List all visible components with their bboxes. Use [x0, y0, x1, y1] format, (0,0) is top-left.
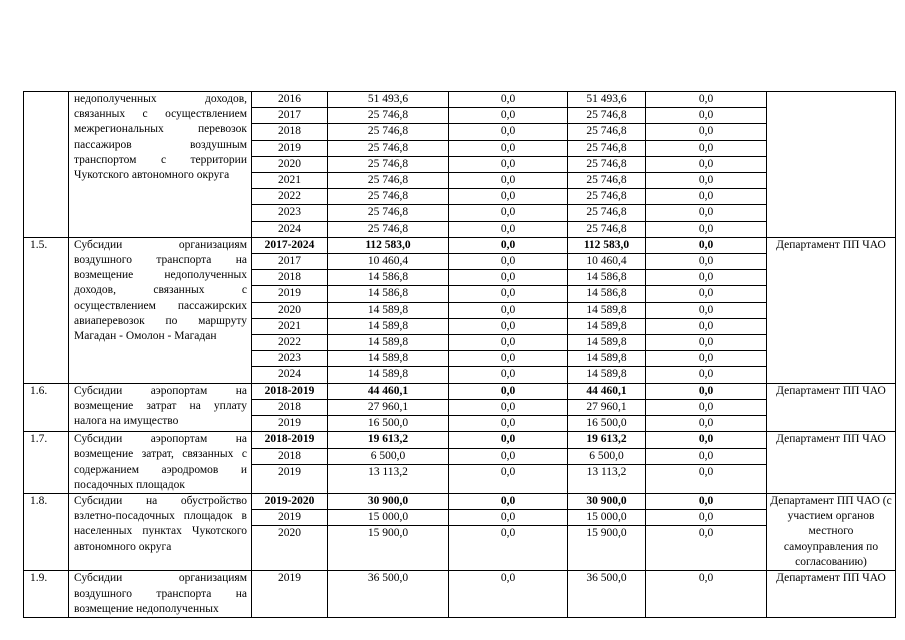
other-amount: 0,0 [646, 286, 767, 302]
year-cell: 2019 [252, 510, 328, 526]
regional-amount: 14 589,8 [568, 351, 646, 367]
federal-amount: 0,0 [449, 432, 568, 448]
federal-amount: 0,0 [449, 221, 568, 237]
federal-amount: 0,0 [449, 351, 568, 367]
total-amount: 14 589,8 [328, 318, 449, 334]
year-cell: 2018 [252, 448, 328, 464]
regional-amount: 14 589,8 [568, 367, 646, 383]
other-amount: 0,0 [646, 173, 767, 189]
responsible-executor: Департамент ПП ЧАО [767, 571, 896, 618]
responsible-executor: Департамент ПП ЧАО (с участием органов местного самоуправления по согласованию) [767, 494, 896, 571]
year-cell: 2018-2019 [252, 383, 328, 399]
total-amount: 16 500,0 [328, 416, 449, 432]
table-row [24, 237, 896, 253]
table-row [24, 383, 896, 399]
other-amount: 0,0 [646, 156, 767, 172]
table-row [24, 571, 896, 618]
total-amount: 25 746,8 [328, 189, 449, 205]
other-amount: 0,0 [646, 318, 767, 334]
budget-table [23, 91, 896, 618]
regional-amount: 25 746,8 [568, 205, 646, 221]
regional-amount: 19 613,2 [568, 432, 646, 448]
total-amount: 36 500,0 [328, 571, 449, 618]
responsible-executor: Департамент ПП ЧАО [767, 432, 896, 494]
federal-amount: 0,0 [449, 510, 568, 526]
total-amount: 6 500,0 [328, 448, 449, 464]
regional-amount: 14 589,8 [568, 302, 646, 318]
federal-amount: 0,0 [449, 140, 568, 156]
regional-amount: 112 583,0 [568, 237, 646, 253]
federal-amount: 0,0 [449, 237, 568, 253]
regional-amount: 25 746,8 [568, 140, 646, 156]
federal-amount: 0,0 [449, 318, 568, 334]
responsible-executor [767, 92, 896, 238]
total-amount: 44 460,1 [328, 383, 449, 399]
other-amount: 0,0 [646, 383, 767, 399]
federal-amount: 0,0 [449, 189, 568, 205]
year-cell: 2022 [252, 189, 328, 205]
federal-amount: 0,0 [449, 526, 568, 571]
federal-amount: 0,0 [449, 335, 568, 351]
total-amount: 14 589,8 [328, 351, 449, 367]
other-amount: 0,0 [646, 221, 767, 237]
total-amount: 14 589,8 [328, 367, 449, 383]
regional-amount: 14 589,8 [568, 335, 646, 351]
other-amount: 0,0 [646, 416, 767, 432]
total-amount: 112 583,0 [328, 237, 449, 253]
year-cell: 2018-2019 [252, 432, 328, 448]
year-cell: 2019 [252, 464, 328, 493]
total-amount: 25 746,8 [328, 221, 449, 237]
total-amount: 25 746,8 [328, 205, 449, 221]
other-amount: 0,0 [646, 448, 767, 464]
other-amount: 0,0 [646, 302, 767, 318]
item-description: Субсидии на обустройство взлетно-посадочных площадок в населенных пунктах Чукотского автономного округа [69, 494, 252, 571]
year-cell: 2017-2024 [252, 237, 328, 253]
total-amount: 10 460,4 [328, 254, 449, 270]
federal-amount: 0,0 [449, 173, 568, 189]
year-cell: 2024 [252, 367, 328, 383]
federal-amount: 0,0 [449, 494, 568, 510]
federal-amount: 0,0 [449, 399, 568, 415]
regional-amount: 15 900,0 [568, 526, 646, 571]
year-cell: 2021 [252, 173, 328, 189]
year-cell: 2019 [252, 416, 328, 432]
year-cell: 2019 [252, 571, 328, 618]
federal-amount: 0,0 [449, 302, 568, 318]
year-cell: 2023 [252, 205, 328, 221]
federal-amount: 0,0 [449, 383, 568, 399]
total-amount: 19 613,2 [328, 432, 449, 448]
total-amount: 14 589,8 [328, 302, 449, 318]
other-amount: 0,0 [646, 124, 767, 140]
federal-amount: 0,0 [449, 448, 568, 464]
regional-amount: 14 586,8 [568, 270, 646, 286]
total-amount: 14 586,8 [328, 286, 449, 302]
regional-amount: 51 493,6 [568, 92, 646, 108]
other-amount: 0,0 [646, 526, 767, 571]
total-amount: 27 960,1 [328, 399, 449, 415]
federal-amount: 0,0 [449, 124, 568, 140]
year-cell: 2018 [252, 399, 328, 415]
responsible-executor: Департамент ПП ЧАО [767, 237, 896, 383]
item-description: Субсидии аэропортам на возмещение затрат на уплату налога на имущество [69, 383, 252, 432]
total-amount: 25 746,8 [328, 140, 449, 156]
federal-amount: 0,0 [449, 464, 568, 493]
regional-amount: 36 500,0 [568, 571, 646, 618]
federal-amount: 0,0 [449, 92, 568, 108]
total-amount: 25 746,8 [328, 108, 449, 124]
other-amount: 0,0 [646, 432, 767, 448]
regional-amount: 6 500,0 [568, 448, 646, 464]
regional-amount: 27 960,1 [568, 399, 646, 415]
responsible-executor: Департамент ПП ЧАО [767, 383, 896, 432]
regional-amount: 25 746,8 [568, 124, 646, 140]
other-amount: 0,0 [646, 205, 767, 221]
other-amount: 0,0 [646, 510, 767, 526]
federal-amount: 0,0 [449, 254, 568, 270]
other-amount: 0,0 [646, 108, 767, 124]
year-cell: 2018 [252, 270, 328, 286]
year-cell: 2024 [252, 221, 328, 237]
year-cell: 2022 [252, 335, 328, 351]
item-description: Субсидии организациям воздушного транспорта на возмещение недополученных доходов, связанных с осуществлением пассажирских авиаперевозок по маршруту Магадан - Омолон - Магадан [69, 237, 252, 383]
total-amount: 30 900,0 [328, 494, 449, 510]
item-number: 1.7. [24, 432, 69, 494]
total-amount: 13 113,2 [328, 464, 449, 493]
other-amount: 0,0 [646, 335, 767, 351]
item-description: Субсидии организациям воздушного транспорта на возмещение недополученных [69, 571, 252, 618]
other-amount: 0,0 [646, 237, 767, 253]
other-amount: 0,0 [646, 270, 767, 286]
regional-amount: 25 746,8 [568, 189, 646, 205]
total-amount: 25 746,8 [328, 173, 449, 189]
regional-amount: 44 460,1 [568, 383, 646, 399]
federal-amount: 0,0 [449, 205, 568, 221]
year-cell: 2020 [252, 156, 328, 172]
other-amount: 0,0 [646, 140, 767, 156]
year-cell: 2018 [252, 124, 328, 140]
other-amount: 0,0 [646, 399, 767, 415]
federal-amount: 0,0 [449, 108, 568, 124]
total-amount: 14 589,8 [328, 335, 449, 351]
item-description: Субсидии аэропортам на возмещение затрат, связанных с содержанием аэродромов и посадочных площадок [69, 432, 252, 494]
federal-amount: 0,0 [449, 270, 568, 286]
total-amount: 25 746,8 [328, 124, 449, 140]
federal-amount: 0,0 [449, 367, 568, 383]
federal-amount: 0,0 [449, 571, 568, 618]
other-amount: 0,0 [646, 254, 767, 270]
other-amount: 0,0 [646, 571, 767, 618]
regional-amount: 25 746,8 [568, 156, 646, 172]
item-number: 1.6. [24, 383, 69, 432]
regional-amount: 14 586,8 [568, 286, 646, 302]
regional-amount: 14 589,8 [568, 318, 646, 334]
item-number: 1.8. [24, 494, 69, 571]
regional-amount: 25 746,8 [568, 108, 646, 124]
other-amount: 0,0 [646, 494, 767, 510]
table-row [24, 92, 896, 108]
year-cell: 2021 [252, 318, 328, 334]
year-cell: 2017 [252, 254, 328, 270]
other-amount: 0,0 [646, 189, 767, 205]
regional-amount: 16 500,0 [568, 416, 646, 432]
federal-amount: 0,0 [449, 416, 568, 432]
year-cell: 2020 [252, 302, 328, 318]
other-amount: 0,0 [646, 464, 767, 493]
total-amount: 15 900,0 [328, 526, 449, 571]
other-amount: 0,0 [646, 351, 767, 367]
year-cell: 2019-2020 [252, 494, 328, 510]
table-row [24, 494, 896, 510]
year-cell: 2017 [252, 108, 328, 124]
federal-amount: 0,0 [449, 156, 568, 172]
regional-amount: 25 746,8 [568, 221, 646, 237]
item-description: недополученных доходов, связанных с осуществлением межрегиональных перевозок пассажиров воздушным транспортом с территории Чукотского автономного округа [69, 92, 252, 238]
year-cell: 2016 [252, 92, 328, 108]
item-number: 1.9. [24, 571, 69, 618]
other-amount: 0,0 [646, 367, 767, 383]
total-amount: 51 493,6 [328, 92, 449, 108]
item-number [24, 92, 69, 238]
regional-amount: 25 746,8 [568, 173, 646, 189]
year-cell: 2019 [252, 140, 328, 156]
year-cell: 2019 [252, 286, 328, 302]
total-amount: 15 000,0 [328, 510, 449, 526]
year-cell: 2020 [252, 526, 328, 571]
other-amount: 0,0 [646, 92, 767, 108]
federal-amount: 0,0 [449, 286, 568, 302]
regional-amount: 15 000,0 [568, 510, 646, 526]
table-row [24, 432, 896, 448]
regional-amount: 30 900,0 [568, 494, 646, 510]
regional-amount: 10 460,4 [568, 254, 646, 270]
year-cell: 2023 [252, 351, 328, 367]
total-amount: 14 586,8 [328, 270, 449, 286]
total-amount: 25 746,8 [328, 156, 449, 172]
item-number: 1.5. [24, 237, 69, 383]
regional-amount: 13 113,2 [568, 464, 646, 493]
